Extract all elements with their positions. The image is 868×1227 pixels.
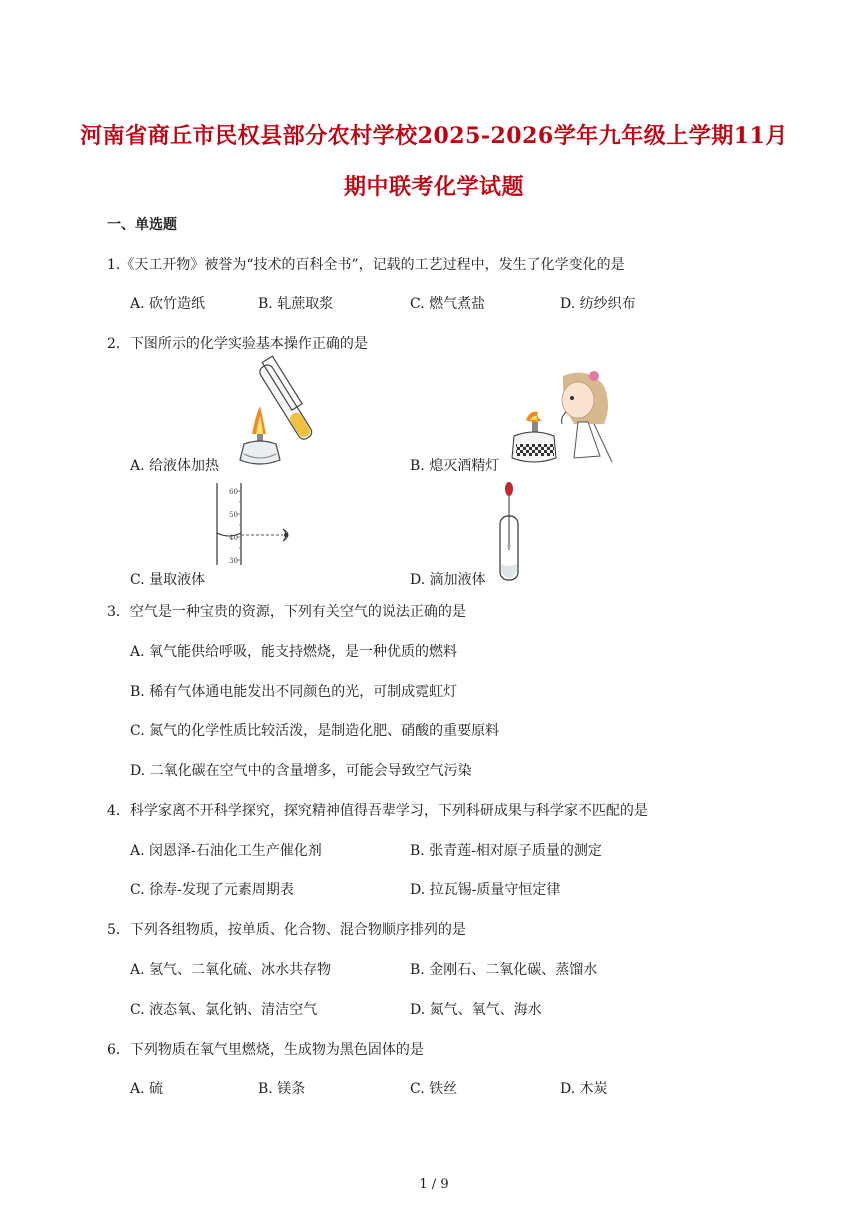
question-1-option-b: B. 轧蔗取浆: [258, 296, 334, 312]
question-4-option-c: C. 徐寿-发现了元素周期表: [130, 882, 294, 898]
exam-title-line-1: 河南省商丘市民权县部分农村学校2025-2026学年九年级上学期11月: [80, 123, 788, 149]
question-2-option-a: A. 给液体加热: [130, 458, 220, 474]
question-2-option-b: B. 熄灭酒精灯: [410, 458, 500, 474]
figure-heating-liquid: [230, 364, 330, 470]
page-number: 1 / 9: [419, 1177, 449, 1192]
section-heading: 一、单选题: [107, 217, 177, 233]
question-1-stem: 1.《天工开物》被誉为“技术的百科全书”，记载的工艺过程中，发生了化学变化的是: [107, 257, 625, 273]
question-3-stem: 3．空气是一种宝贵的资源，下列有关空气的说法正确的是: [107, 604, 466, 620]
question-6-stem: 6．下列物质在氧气里燃烧，生成物为黑色固体的是: [107, 1042, 424, 1058]
question-5-option-d: D. 氮气、氧气、海水: [410, 1002, 542, 1018]
question-2-stem: 2．下图所示的化学实验基本操作正确的是: [107, 336, 368, 352]
question-1-option-d: D. 纺纱织布: [560, 296, 636, 312]
question-1-option-c: C. 燃气煮盐: [410, 296, 486, 312]
question-3-option-a: A. 氧气能供给呼吸，能支持燃烧，是一种优质的燃料: [130, 644, 458, 660]
question-4-option-d: D. 拉瓦锡-质量守恒定律: [410, 882, 561, 898]
question-5-option-b: B. 金刚石、二氧化碳、蒸馏水: [410, 962, 598, 978]
question-1-option-a: A. 砍竹造纸: [130, 296, 206, 312]
cylinder-tick-60: 60: [229, 488, 238, 496]
figure-dropper-test-tube: [494, 480, 524, 586]
question-4-option-a: A. 闵恩泽-石油化工生产催化剂: [130, 843, 322, 859]
question-4-stem: 4．科学家离不开科学探究，探究精神值得吾辈学习，下列科研成果与科学家不匹配的是: [107, 803, 648, 819]
figure-graduated-cylinder: [205, 483, 305, 567]
question-3-option-d: D. 二氧化碳在空气中的含量增多，可能会导致空气污染: [130, 763, 472, 779]
cylinder-tick-30: 30: [229, 557, 238, 565]
question-6-option-d: D. 木炭: [560, 1081, 608, 1097]
question-2-option-c: C. 量取液体: [130, 572, 206, 588]
cylinder-tick-labels: [229, 488, 238, 565]
question-6-option-b: B. 镁条: [258, 1081, 306, 1097]
question-2-option-d: D. 滴加液体: [410, 572, 486, 588]
question-5-option-a: A. 氢气、二氧化硫、冰水共存物: [130, 962, 332, 978]
cylinder-tick-40: 40: [229, 534, 238, 542]
question-6-option-a: A. 硫: [130, 1081, 164, 1097]
question-5-option-c: C. 液态氧、氯化钠、清洁空气: [130, 1002, 318, 1018]
question-3-option-b: B. 稀有气体通电能发出不同颜色的光，可制成霓虹灯: [130, 684, 458, 700]
question-3-option-c: C. 氮气的化学性质比较活泼，是制造化肥、硝酸的重要原料: [130, 723, 500, 739]
cylinder-tick-50: 50: [229, 511, 238, 519]
figure-blowing-out-lamp: [508, 366, 618, 470]
question-4-option-b: B. 张青莲-相对原子质量的测定: [410, 843, 602, 859]
question-5-stem: 5．下列各组物质，按单质、化合物、混合物顺序排列的是: [107, 922, 466, 938]
question-6-option-c: C. 铁丝: [410, 1081, 458, 1097]
exam-title-line-2: 期中联考化学试题: [343, 174, 524, 200]
